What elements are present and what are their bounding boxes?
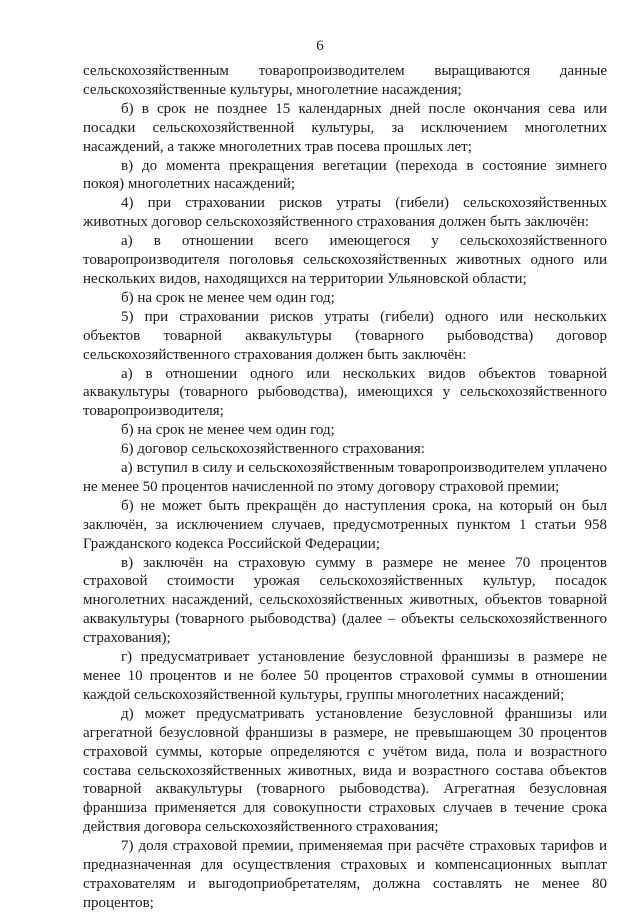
paragraph: г) предусматривает установление безусловной франшизы в размере не менее 10 процентов и не более 50 процентов страховой суммы в отношении каждой сельскохозяйственной культуры, группы многолетних насаждений; [83,649,607,703]
paragraph: 5) при страховании рисков утраты (гибели) одного или нескольких объектов товарной аквакультуры (товарного рыбоводства) договор сельскохозяйственного страхования должен быть заключён: [83,308,607,363]
paragraph: а) вступил в силу и сельскохозяйственным товаропроизводителем уплачено не менее 50 процентов начисленной по этому договору страховой премии; [83,460,607,495]
paragraph: а) в отношении всего имеющегося у сельскохозяйственного товаропроизводителя поголовья сельскохозяйственных животных одного или нескольких видов, находящихся на территории Ульяновской области; [83,233,607,287]
paragraph: сельскохозяйственным товаропроизводителем выращиваются данные сельскохозяйственные культуры, многолетние насаждения; [83,63,607,98]
paragraph: б) на срок не менее чем один год; [121,422,335,439]
paragraph: 7) доля страховой премии, применяемая при расчёте страховых тарифов и предназначенная для осуществления страховых и компенсационных выплат страхователям и выгодоприобретателям, должна составлять не менее 80 процентов; [83,838,607,911]
paragraph: б) в срок не позднее 15 календарных дней после окончания сева или посадки сельскохозяйственной культуры, за исключением многолетних насаждений, а также многолетних трав посева прошлых лет; [83,100,607,155]
document-body [83,62,607,913]
paragraph: в) заключён на страховую сумму в размере не менее 70 процентов страховой стоимости урожая сельскохозяйственных культур, посадок многолетних насаждений, сельскохозяйственных животных, объектов товарной аквакультуры (товарного рыбоводства) (далее – объекты сельскохозяйственного страхования); [83,554,607,647]
paragraph: 6) договор сельскохозяйственного страхования: [121,441,425,458]
paragraph: в) до момента прекращения вегетации (перехода в состояние зимнего покоя) многолетних насаждений; [83,157,607,193]
paragraph: д) может предусматривать установление безусловной франшизы или агрегатной безусловной франшизы в размере, не превышающем 30 процентов страховой суммы, которые определяются с учётом вида, пола и возрастного состава сельскохозяйственных животных, вида и возрастного состава объектов товарной аквакультуры (товарного рыбоводства). Агрегатная безусловная франшиза применяется для совокупности страховых случаев в течение срока действия договора сельскохозяйственного страхования; [83,705,607,836]
paragraph: 4) при страховании рисков утраты (гибели) сельскохозяйственных животных договор сельскохозяйственного страхования должен быть заключён: [83,195,607,231]
paragraph: а) в отношении одного или нескольких видов объектов товарной аквакультуры (товарного рыбоводства), имеющихся у сельскохозяйственного товаропроизводителя; [83,365,607,420]
paragraph: б) не может быть прекращён до наступления срока, на который он был заключён, за исключением случаев, предусмотренных пунктом 1 статьи 958 Гражданского кодекса Российской Федерации; [83,497,607,552]
paragraph: б) на срок не менее чем один год; [121,289,335,306]
page-number: 6 [316,38,324,54]
